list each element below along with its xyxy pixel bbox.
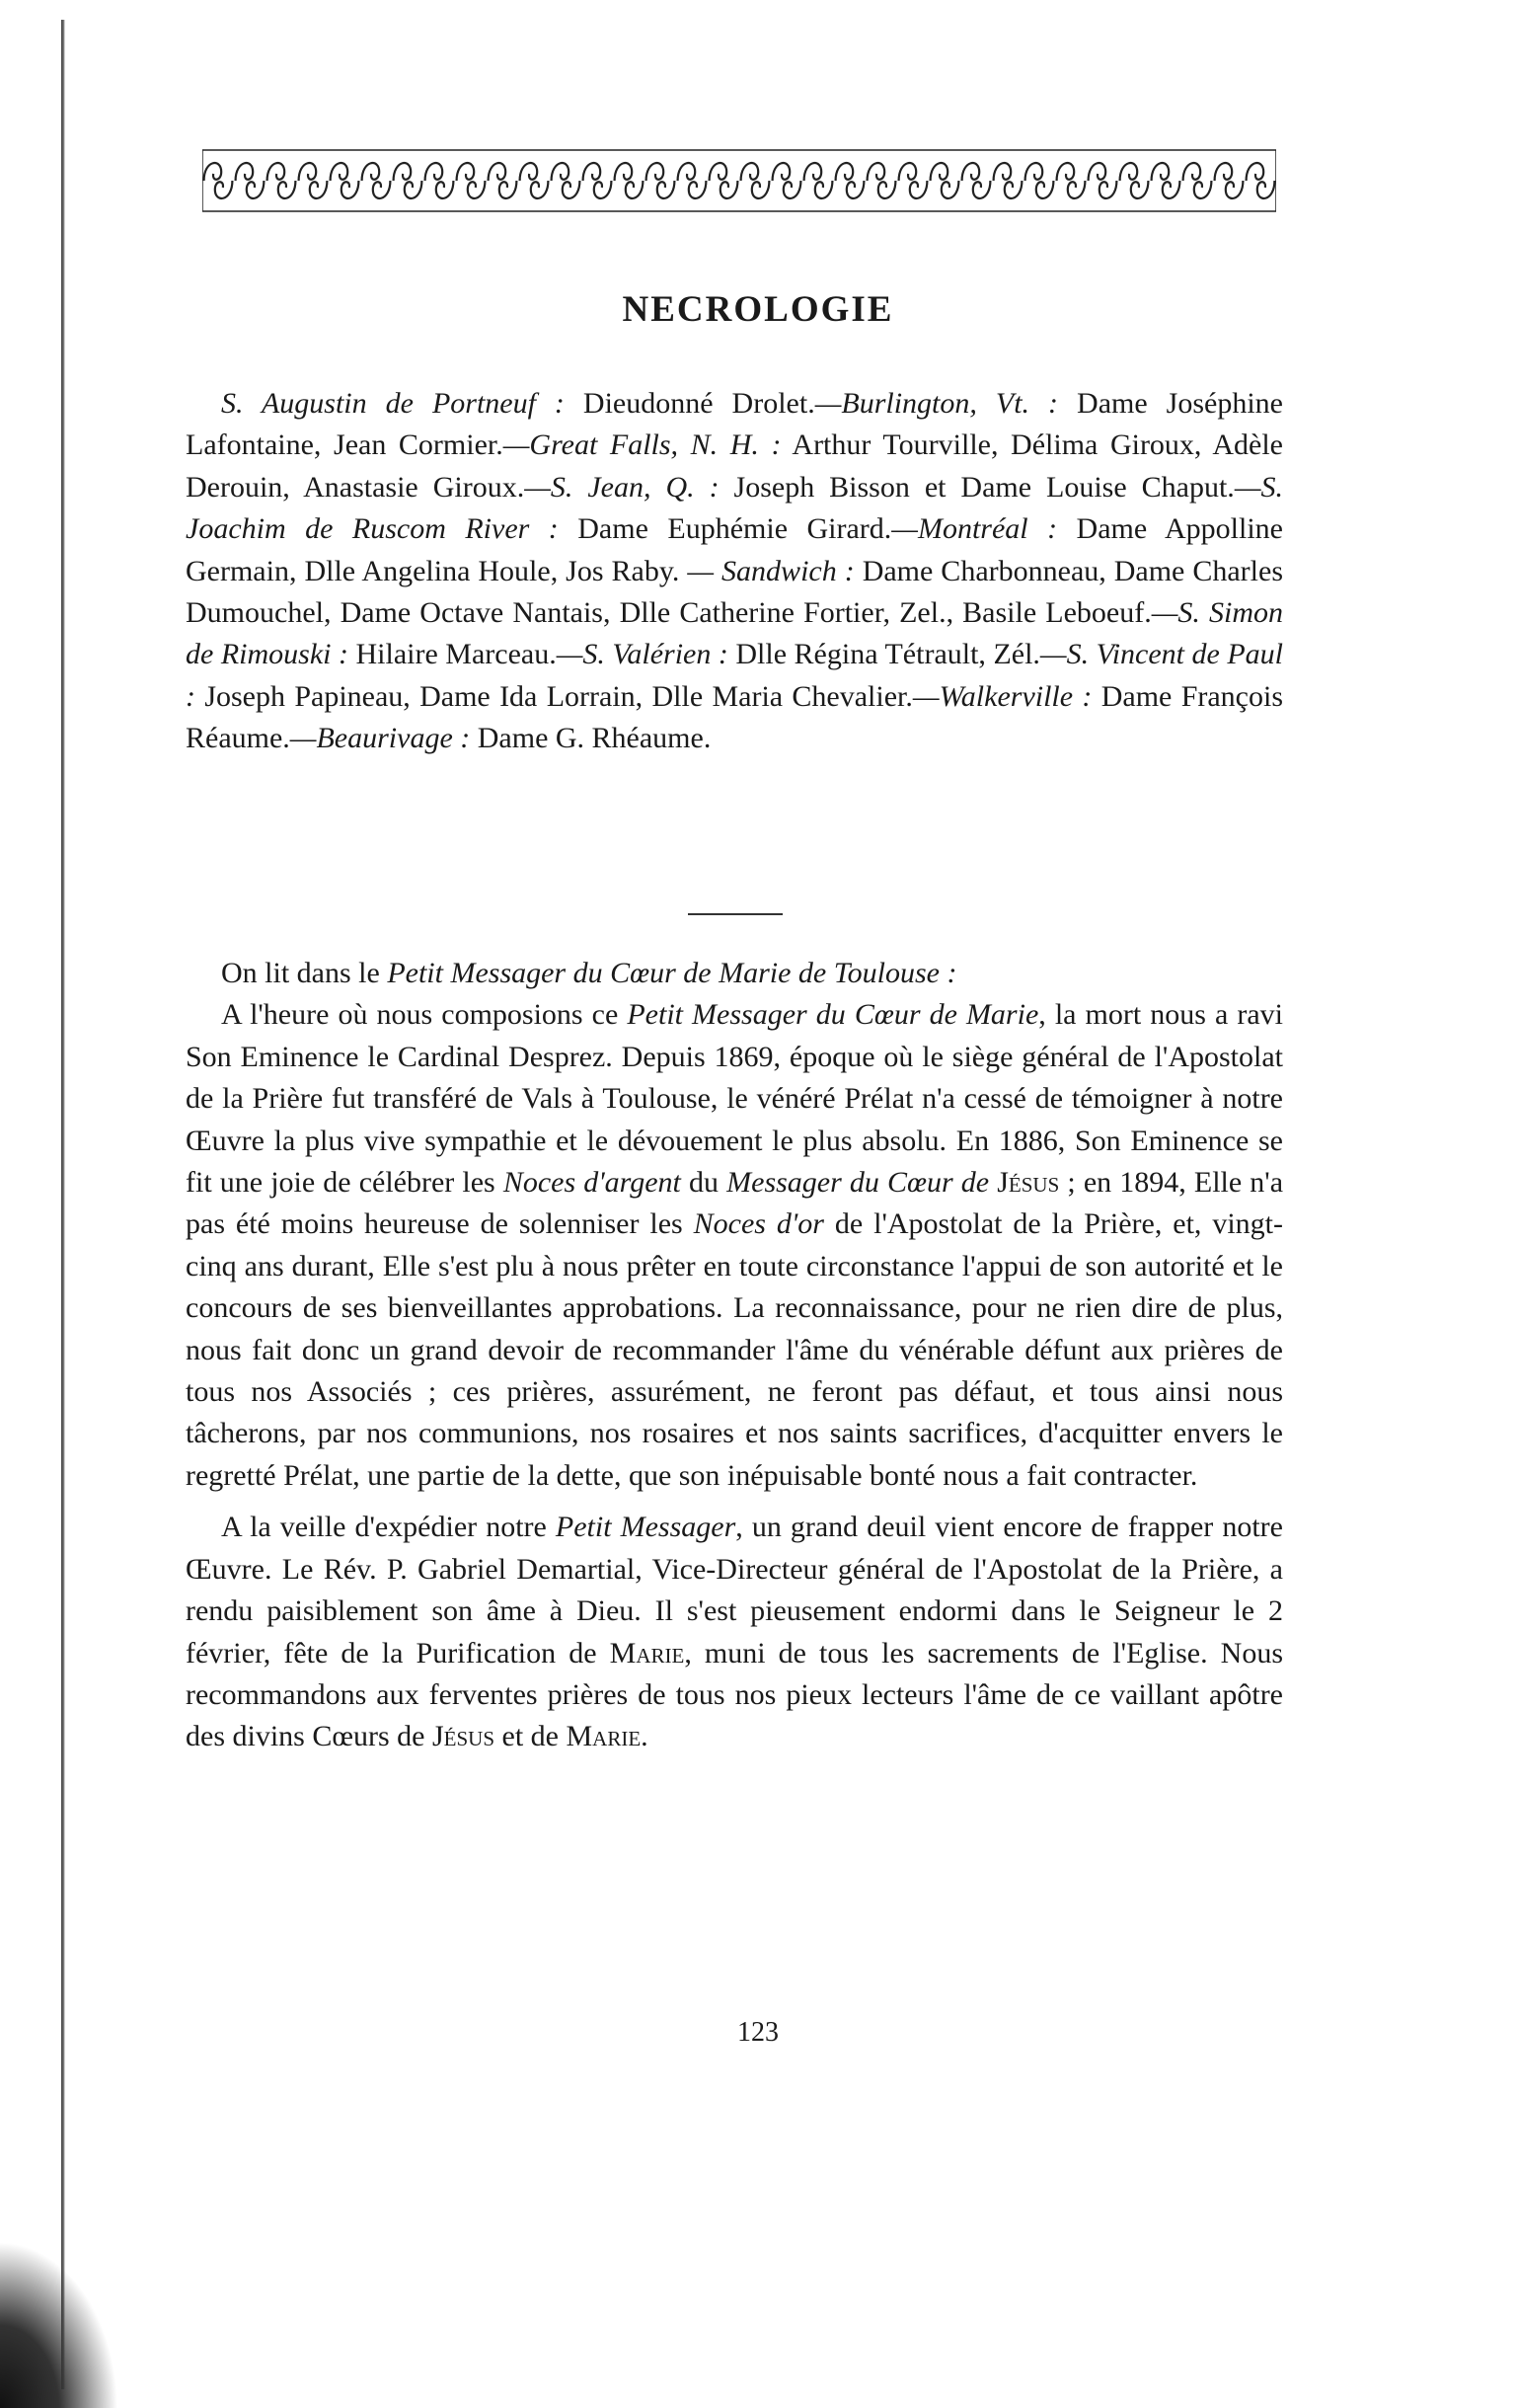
ornament-scroll <box>1120 163 1149 198</box>
ornament-scroll <box>931 163 959 198</box>
necrology-place: —Great Falls, N. H. : <box>502 428 782 462</box>
ornament-scroll <box>1057 163 1086 198</box>
p2-italic-1: Petit Messager <box>555 1511 736 1544</box>
p1-text-3: du <box>680 1166 727 1200</box>
ornament-scroll <box>899 163 928 198</box>
ornament-scroll <box>678 163 707 198</box>
ornament-scroll <box>994 163 1023 198</box>
p2-smallcaps-2: Jésus <box>432 1720 495 1753</box>
necrology-place: —Walkerville : <box>912 679 1093 713</box>
necrology-place: S. Augustin de Portneuf : <box>221 387 565 420</box>
p1-italic-4: Noces d'or <box>693 1207 824 1241</box>
necrology-place: —Montréal : <box>891 512 1058 546</box>
page-title: NECROLOGIE <box>622 289 894 330</box>
p2-smallcaps-3: Marie <box>566 1720 642 1753</box>
ornament-scroll <box>583 163 612 198</box>
p2-text-1: A la veille d'expédier notre <box>221 1511 556 1544</box>
p2-text-5: . <box>641 1720 648 1753</box>
ornament-scroll <box>868 163 896 198</box>
article <box>186 953 1283 1758</box>
necrology-place: —S. Jean, Q. : <box>524 470 720 504</box>
necrology-names: Dlle Régina Tétrault, Zél. <box>727 638 1040 671</box>
ornament-scroll <box>552 163 580 198</box>
ornament-scroll <box>204 163 233 198</box>
ornament-scroll <box>520 163 549 198</box>
ornamental-header-band <box>202 148 1276 213</box>
p1-text-4: ; en 1894, Elle n'a pas été moins heureuse de solenniser les <box>186 1166 1284 1241</box>
section-divider <box>688 913 783 915</box>
ornament-scroll <box>646 163 675 198</box>
necrology-names: Dame Charbonneau, Dame Charles Dumouchel, Dame Octave Nantais, Dlle Catherine Fortier, Zel., Basile Leboeuf. <box>186 554 1283 630</box>
necrology-names: Arthur Tourville, Délima Giroux, Adèle Derouin, Anastasie Giroux. <box>186 428 1283 504</box>
paragraph-demartial <box>186 1507 1283 1757</box>
ornament-scroll <box>1247 163 1275 198</box>
necrology-names: Dame Joséphine Lafontaine, Jean Cormier. <box>186 387 1283 462</box>
ornament-scroll <box>236 163 265 198</box>
necrology-names: Dame Euphémie Girard. <box>558 512 892 546</box>
p2-smallcaps-1: Marie <box>609 1636 685 1670</box>
page-number: 123 <box>737 2017 779 2048</box>
p1-italic-1: Petit Messager du Cœur de Marie <box>627 998 1039 1032</box>
necrology-place: —Beaurivage : <box>289 722 471 755</box>
paragraph-cardinal <box>186 994 1283 1497</box>
necrology-place: —S. Joachim de Ruscom River : <box>186 470 1283 546</box>
p1-text-5: de l'Apostolat de la Prière, et, vingt-cinq ans durant, Elle s'est plu à nous prêter en toute circonstance l'appui de son autorité et le concours de ses bienveillantes approbations. La reconnaissance, pour ne rien dire de plus, nous fait donc un grand devoir de recommander l'âme du vénérable défunt aux prières de tous nos Associés ; ces prières, assurément, ne feront pas défaut, et tous ainsi nous tâcherons, par nos communions, nos rosaires et nos saints sacrifices, d'acquitter envers le regretté Prélat, une partie de la dette, que son inépuisable bonté nous a fait contracter. <box>186 1207 1284 1492</box>
necrology-names: Dame G. Rhéaume. <box>470 722 712 755</box>
binding-shadow <box>0 2241 118 2408</box>
necrology-place: —S. Simon de Rimouski : <box>186 596 1283 671</box>
ornament-scroll <box>299 163 328 198</box>
necrology-names: Dame François Réaume. <box>186 679 1284 755</box>
necrology-place: — Sandwich : <box>679 554 855 587</box>
p1-smallcaps-1: Jésus <box>997 1166 1060 1200</box>
ornament-scroll <box>425 163 454 198</box>
necrology-names: Joseph Bisson et Dame Louise Chaput. <box>719 470 1235 504</box>
necrology-names: Joseph Papineau, Dame Ida Lorrain, Dlle Maria Chevalier. <box>195 679 913 713</box>
ornament-scroll <box>1183 163 1212 198</box>
intro-source: Petit Messager du Cœur de Marie de Toulouse : <box>387 957 957 989</box>
ornament-scroll <box>710 163 738 198</box>
ornament-scroll <box>1089 163 1117 198</box>
ornament-scroll <box>1152 163 1180 198</box>
ornament-scroll <box>773 163 801 198</box>
necrology-names: Dieudonné Drolet. <box>564 387 815 420</box>
ornament-scroll <box>836 163 865 198</box>
ornament-scroll <box>267 163 296 198</box>
p1-text-2: , la mort nous a ravi Son Eminence le Cardinal Desprez. Depuis 1869, époque où le siège général de l'Apostolat de la Prière fut transféré de Vals à Toulouse, le vénéré Prélat n'a cessé de témoigner à notre Œuvre la plus vive sympathie et le dévouement le plus absolu. En 1886, Son Eminence se fit une joie de célébrer les <box>186 998 1283 1200</box>
ornament-scroll <box>1025 163 1054 198</box>
necrology-place: —S. Valérien : <box>556 638 728 671</box>
p2-text-4: et de <box>494 1720 567 1753</box>
ornament-scroll <box>741 163 770 198</box>
ornament-scroll <box>394 163 422 198</box>
ornament-scroll <box>804 163 833 198</box>
ornament-scroll <box>331 163 359 198</box>
necrology-place: —S. Vincent de Paul : <box>186 638 1283 713</box>
ornament-scroll <box>615 163 644 198</box>
ornament-scroll <box>457 163 486 198</box>
intro-line <box>186 953 1283 994</box>
intro-lead: On lit dans le <box>221 957 388 989</box>
p1-italic-2: Noces d'argent <box>502 1166 681 1200</box>
ornament-scroll <box>489 163 517 198</box>
necrology-names: Hilaire Marceau. <box>347 638 557 671</box>
ornament-scroll <box>362 163 391 198</box>
ornament-scroll <box>962 163 991 198</box>
p1-text-1: A l'heure où nous composions ce <box>221 998 628 1032</box>
necrology-list <box>186 383 1283 760</box>
p2-text-3: , muni de tous les sacrements de l'Eglise. Nous recommandons aux ferventes prières de tous nos pieux lecteurs l'âme de ce vaillant apôtre des divins Cœurs de <box>186 1636 1283 1753</box>
ornament-scroll <box>1215 163 1244 198</box>
necrology-place: —Burlington, Vt. : <box>814 387 1059 420</box>
necrology-names: Dame Appolline Germain, Dlle Angelina Houle, Jos Raby. <box>186 512 1283 587</box>
p2-text-2: , un grand deuil vient encore de frapper notre Œuvre. Le Rév. P. Gabriel Demartial, Vice-Directeur général de l'Apostolat de la Prière, a rendu paisiblement son âme à Dieu. Il s'est pieusement endormi dans le Seigneur le 2 février, fête de la Purification de <box>186 1511 1283 1670</box>
p1-italic-3: Messager du Cœur de <box>726 1166 998 1200</box>
necrology-paragraph <box>186 383 1283 760</box>
